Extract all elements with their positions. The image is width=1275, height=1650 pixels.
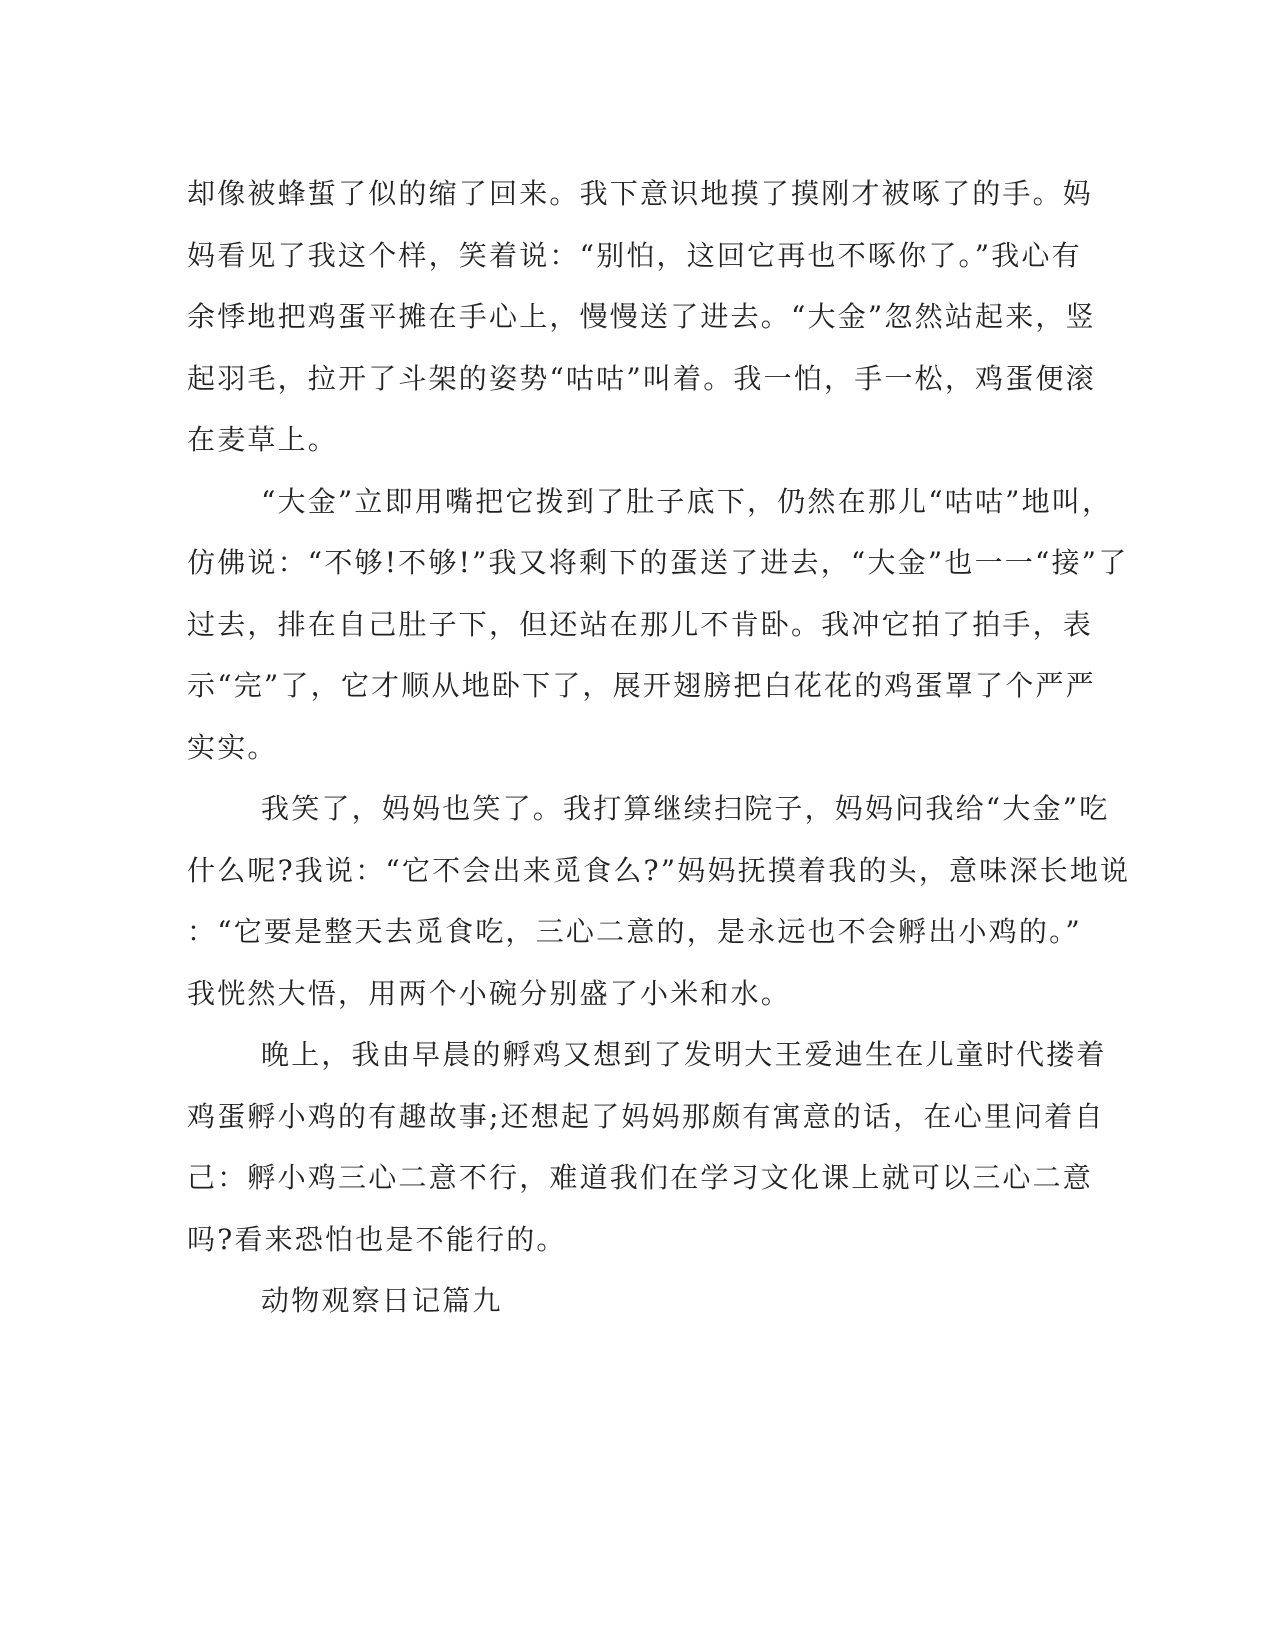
text-line: 我恍然大悟，用两个小碗分别盛了小米和水。	[187, 976, 792, 1010]
text-line: ：“它要是整天去觅食吃，三心二意的，是永远也不会孵出小鸡的。”	[187, 915, 1082, 948]
document-body	[187, 163, 1131, 1332]
text-line: 实实。	[187, 730, 278, 764]
text-line: 仿佛说：“不够!不够!”我又将剩下的蛋送了进去，“大金”也一一“接”了	[187, 546, 1129, 579]
paragraph	[187, 1024, 1107, 1270]
text-line: 余悸地把鸡蛋平摊在手心上，慢慢送了进去。“大金”忽然站起来，竖	[187, 300, 1096, 333]
text-line: “大金”立即用嘴把它拨到了肚子底下，仍然在那儿“咕咕”地叫，	[261, 484, 1113, 518]
text-line: 什么呢?我说：“它不会出来觅食么?”妈妈抚摸着我的头，意味深长地说	[187, 853, 1131, 887]
text-line: 晚上，我由早晨的孵鸡又想到了发明大王爱迪生在儿童时代搂着	[261, 1038, 1107, 1071]
paragraph	[187, 778, 1131, 1024]
text-line: 吗?看来恐怕也是不能行的。	[187, 1222, 567, 1256]
text-line: 过去，排在自己肚子下，但还站在那儿不肯卧。我冲它拍了拍手，表	[187, 607, 1094, 641]
paragraph	[187, 471, 1129, 779]
text-line: 起羽毛，拉开了斗架的姿势“咕咕”叫着。我一怕，手一松，鸡蛋便滚	[187, 361, 1096, 395]
text-line: 鸡蛋孵小鸡的有趣故事;还想起了妈妈那颇有寓意的话，在心里问着自	[187, 1099, 1105, 1133]
paragraph	[187, 163, 1096, 471]
text-line: 妈看见了我这个样，笑着说：“别怕，这回它再也不啄你了。”我心有	[187, 238, 1082, 272]
text-line: 示“完”了，它才顺从地卧下了，展开翅膀把白花花的鸡蛋罩了个严严	[187, 669, 1096, 702]
text-line: 己：孵小鸡三心二意不行，难道我们在学习文化课上就可以三心二意	[187, 1161, 1094, 1194]
text-line: 在麦草上。	[187, 423, 339, 456]
text-line: 我笑了，妈妈也笑了。我打算继续扫院子，妈妈问我给“大金”吃	[261, 792, 1110, 825]
text-line: 却像被蜂蜇了似的缩了回来。我下意识地摸了摸刚才被啄了的手。妈	[187, 177, 1094, 210]
section-heading: 动物观察日记篇九	[261, 1284, 503, 1317]
